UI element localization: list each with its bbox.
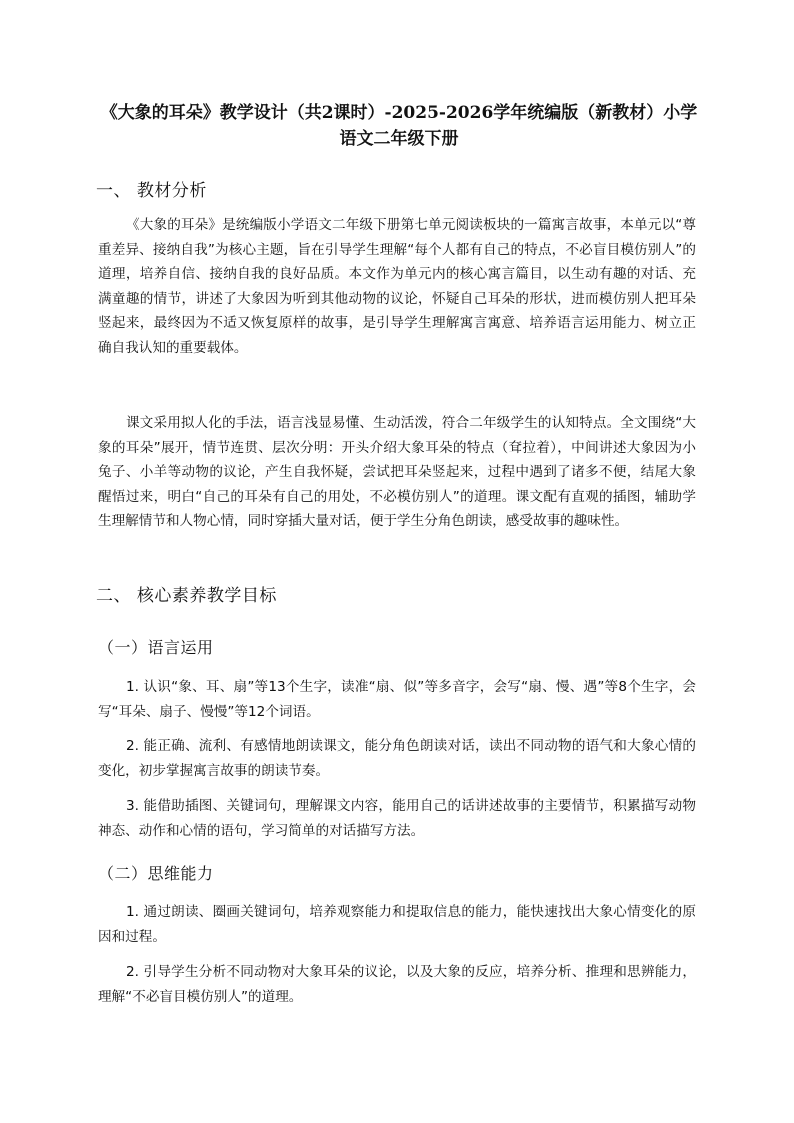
thinking-goal-1: 1. 通过朗读、圈画关键词句，培养观察能力和提取信息的能力，能快速找出大象心情变化的原因和过程。 [98,904,696,945]
thinking-goal-2: 2. 引导学生分析不同动物对大象耳朵的议论，以及大象的反应，培养分析、推理和思辨能力，理解“不必盲目模仿别人”的道理。 [98,964,696,1005]
document-title: 《大象的耳朵》教学设计（共2课时）-2025-2026学年统编版（新教材）小学语文二年级下册 [100,103,698,149]
language-goal-3: 3. 能借助插图、关键词句，理解课文内容，能用自己的话讲述故事的主要情节，积累描写动物神态、动作和心情的语句，学习简单的对话描写方法。 [98,798,696,839]
section-heading-analysis: 一、 教材分析 [96,181,207,201]
language-goal-2: 2. 能正确、流利、有感情地朗读课文，能分角色朗读对话，读出不同动物的语气和大象心情的变化，初步掌握寓言故事的朗读节奏。 [98,738,696,779]
subsection-heading-thinking: （二）思维能力 [98,864,214,883]
subsection-heading-language: （一）语言运用 [98,638,214,657]
language-goal-1: 1. 认识“象、耳、扇”等13个生字，读准“扇、似”等多音字，会写“扇、慢、遇”等8个生字，会写“耳朵、扇子、慢慢”等12个词语。 [98,679,696,720]
analysis-paragraph-2: 课文采用拟人化的手法，语言浅显易懂、生动活泼，符合二年级学生的认知特点。全文围绕“大象的耳朵”展开，情节连贯、层次分明：开头介绍大象耳朵的特点（耷拉着），中间讲述大象因为小兔子、小羊等动物的议论，产生自我怀疑，尝试把耳朵竖起来，过程中遇到了诸多不便，结尾大象醒悟过来，明白“自己的耳朵有自己的用处，不必模仿别人”的道理。课文配有直观的插图，辅助学生理解情节和人物心情，同时穿插大量对话，便于学生分角色朗读，感受故事的趣味性。 [98,415,696,530]
section-heading-goals: 二、 核心素养教学目标 [96,586,277,606]
analysis-paragraph-1: 《大象的耳朵》是统编版小学语文二年级下册第七单元阅读板块的一篇寓言故事，本单元以“尊重差异、接纳自我”为核心主题，旨在引导学生理解“每个人都有自己的特点，不必盲目模仿别人”的道理，培养自信、接纳自我的良好品质。本文作为单元内的核心寓言篇目，以生动有趣的对话、充满童趣的情节，讲述了大象因为听到其他动物的议论，怀疑自己耳朵的形状，进而模仿别人把耳朵竖起来，最终因为不适又恢复原样的故事，是引导学生理解寓言寓意、培养语言运用能力、树立正确自我认知的重要载体。 [98,217,696,356]
